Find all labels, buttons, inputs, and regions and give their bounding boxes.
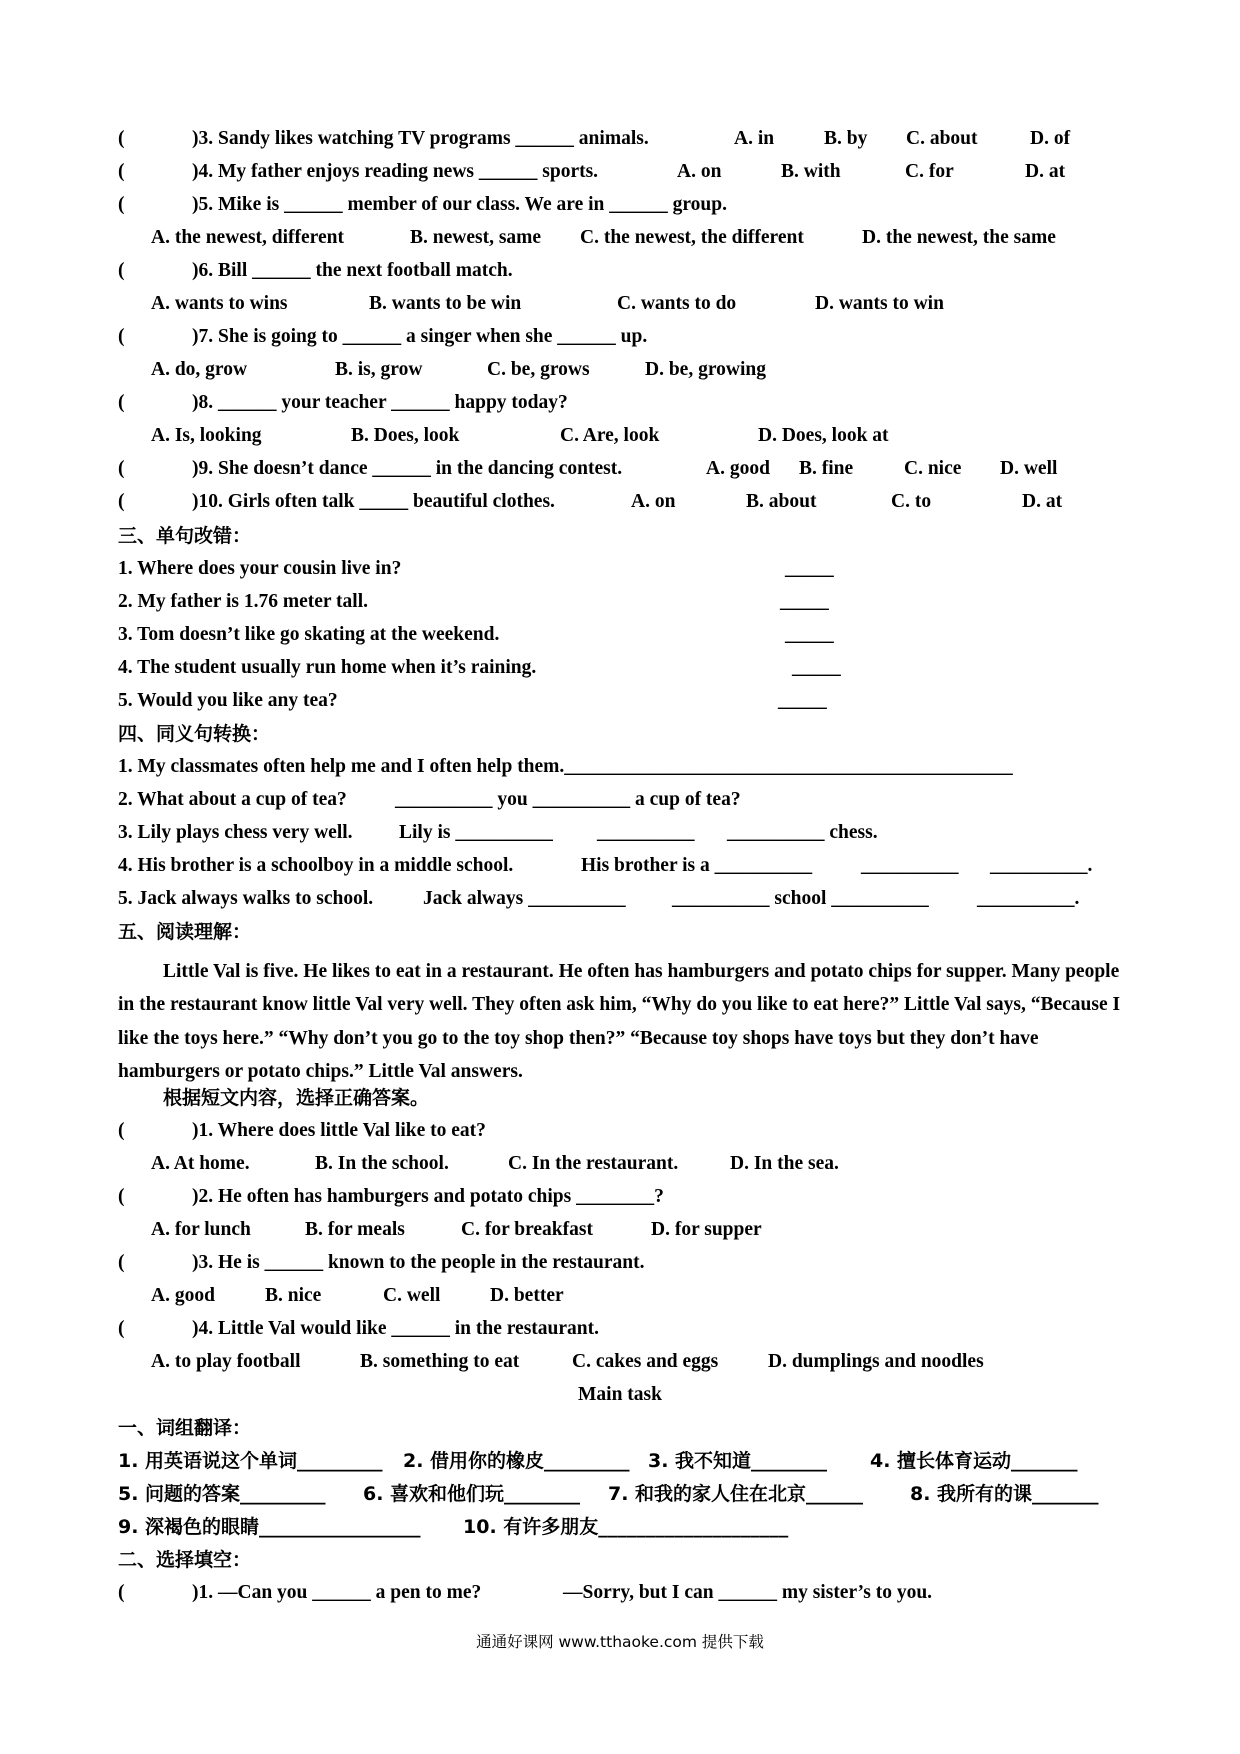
option-d: D. be, growing — [645, 359, 766, 380]
option-c: C. well — [383, 1285, 441, 1306]
option-a: A. on — [631, 491, 676, 512]
question-5-options — [0, 223, 1240, 253]
option-d: D. at — [1025, 161, 1066, 182]
section-heading: 一、词组翻译： — [118, 1417, 252, 1439]
option-b: B. wants to be win — [369, 293, 522, 314]
option-b: B. something to eat — [360, 1351, 520, 1372]
option-d: D. for supper — [651, 1219, 762, 1240]
answer-paren: ( — [118, 260, 125, 281]
option-b: B. nice — [265, 1285, 322, 1306]
option-c: C. cakes and eggs — [572, 1351, 719, 1372]
translation-row-1 — [0, 1446, 1240, 1476]
error-item-2 — [0, 587, 1240, 617]
answer-blank: _____ — [785, 624, 834, 645]
question-8 — [0, 388, 1240, 418]
question-6 — [0, 256, 1240, 286]
question-stem: )5. Mike is ______ member of our class. We are in ______ group. — [192, 194, 727, 215]
translation-item: 7. 和我的家人住在北京______ — [608, 1483, 864, 1505]
answer-paren: ( — [118, 1318, 125, 1339]
translation-item: 4. 擅长体育运动_______ — [870, 1450, 1078, 1472]
error-item-3 — [0, 620, 1240, 650]
option-c: C. for breakfast — [461, 1219, 593, 1240]
reading-question-1 — [0, 1116, 1240, 1146]
reading-question-1-options — [0, 1149, 1240, 1179]
answer-paren: ( — [118, 392, 125, 413]
answer-blank: _____ — [780, 591, 829, 612]
sentence: 2. What about a cup of tea? — [118, 789, 347, 810]
option-c: C. for — [905, 161, 954, 182]
option-a: A. do, grow — [151, 359, 248, 380]
reading-question-4-options — [0, 1347, 1240, 1377]
rewrite-item-2 — [0, 785, 1240, 815]
page-footer: 通通好课网 www.tthaoke.com 提供下载 — [476, 1633, 764, 1651]
answer-blank: _____ — [785, 558, 834, 579]
error-item-4 — [0, 653, 1240, 683]
sentence: 2. My father is 1.76 meter tall. — [118, 591, 369, 612]
question-stem: )7. She is going to ______ a singer when she ______ up. — [192, 326, 648, 347]
main-task-section-2-heading — [0, 1545, 1240, 1575]
reading-question-3 — [0, 1248, 1240, 1278]
question-stem: )1. —Can you ______ a pen to me? — [192, 1582, 482, 1603]
option-c: C. Are, look — [560, 425, 660, 446]
rewrite-blank: __________ chess. — [727, 822, 878, 843]
answer-paren: ( — [118, 458, 125, 479]
question-stem: )3. Sandy likes watching TV programs ______ animals. — [192, 128, 649, 149]
section-5-heading — [0, 917, 1240, 947]
option-b: B. by — [824, 128, 868, 149]
answer-paren: ( — [118, 1120, 125, 1141]
translation-item: 3. 我不知道________ — [648, 1450, 828, 1472]
option-a: A. in — [734, 128, 775, 149]
reading-question-2-options — [0, 1215, 1240, 1245]
question-stem: )6. Bill ______ the next football match. — [192, 260, 513, 281]
translation-item: 1. 用英语说这个单词_________ — [118, 1450, 383, 1472]
option-d: D. at — [1022, 491, 1063, 512]
sentence: 5. Jack always walks to school. — [118, 888, 374, 909]
option-a: A. for lunch — [151, 1219, 251, 1240]
main-task-title: Main task — [578, 1384, 662, 1405]
question-stem: )1. Where does little Val like to eat? — [192, 1120, 486, 1141]
sentence: 5. Would you like any tea? — [118, 690, 338, 711]
rewrite-item-3 — [0, 818, 1240, 848]
question-stem: )4. Little Val would like ______ in the restaurant. — [192, 1318, 599, 1339]
option-b: B. for meals — [305, 1219, 405, 1240]
rewrite-blank: __________ — [597, 822, 695, 843]
option-d: D. better — [490, 1285, 564, 1306]
question-stem: )8. ______ your teacher ______ happy today? — [192, 392, 568, 413]
main-task-question-1 — [0, 1578, 1240, 1608]
question-7-options — [0, 355, 1240, 385]
answer-paren: ( — [118, 491, 125, 512]
option-b: B. newest, same — [410, 227, 542, 248]
answer-blank: _____ — [792, 657, 841, 678]
option-d: D. Does, look at — [758, 425, 889, 446]
translation-item: 2. 借用你的橡皮_________ — [403, 1450, 630, 1472]
question-5 — [0, 190, 1240, 220]
answer-paren: ( — [118, 161, 125, 182]
sentence: 1. My classmates often help me and I often help them.______________________________________________ — [118, 756, 1013, 777]
reading-instruction — [0, 1083, 1240, 1113]
option-a: A. on — [677, 161, 722, 182]
answer-paren: ( — [118, 194, 125, 215]
option-d: D. dumplings and noodles — [768, 1351, 984, 1372]
section-heading: 四、同义句转换： — [118, 723, 271, 745]
error-item-1 — [0, 554, 1240, 584]
translation-row-3 — [0, 1512, 1240, 1542]
option-a: A. the newest, different — [151, 227, 344, 248]
sentence: 4. His brother is a schoolboy in a middle school. — [118, 855, 514, 876]
reading-question-4 — [0, 1314, 1240, 1344]
section-heading: 三、单句改错： — [118, 525, 252, 547]
answer-blank: _____ — [778, 690, 827, 711]
section-3-heading — [0, 521, 1240, 551]
reading-passage: Little Val is five. He likes to eat in a restaurant. He often has hamburgers and potato chips for supper. Many people in the restaurant know little Val very well. They often ask him, “Why do you like to eat here?” Little Val says, “Because I like the toys here.” “Why don’t you go to the toy shop then?” “Because toy shops have toys but they don’t have hamburgers or potato chips.” Little Val answers. — [118, 961, 1121, 1082]
answer-paren: ( — [118, 326, 125, 347]
option-a: A. good — [151, 1285, 215, 1306]
translation-item: 10. 有许多朋友____________________ — [463, 1516, 789, 1538]
option-b: B. is, grow — [335, 359, 423, 380]
rewrite-blank: __________. — [990, 855, 1093, 876]
answer-paren: ( — [118, 1252, 125, 1273]
rewrite-blank: __________. — [977, 888, 1080, 909]
question-8-options — [0, 421, 1240, 451]
sentence: 3. Lily plays chess very well. — [118, 822, 353, 843]
option-b: B. fine — [799, 458, 854, 479]
option-d: D. In the sea. — [730, 1153, 839, 1174]
error-item-5 — [0, 686, 1240, 716]
question-stem: )3. He is ______ known to the people in the restaurant. — [192, 1252, 645, 1273]
question-4 — [0, 157, 1240, 187]
option-d: D. of — [1030, 128, 1071, 149]
answer-paren: ( — [118, 1186, 125, 1207]
translation-item: 5. 问题的答案_________ — [118, 1483, 326, 1505]
rewrite-item-5 — [0, 884, 1240, 914]
reading-question-3-options — [0, 1281, 1240, 1311]
question-rest: —Sorry, but I can ______ my sister’s to you. — [563, 1582, 933, 1603]
option-b: B. In the school. — [315, 1153, 449, 1174]
rewrite-blank: His brother is a __________ — [581, 855, 813, 876]
answer-paren: ( — [118, 128, 125, 149]
question-stem: )2. He often has hamburgers and potato chips ________? — [192, 1186, 664, 1207]
rewrite-item-4 — [0, 851, 1240, 881]
question-6-options — [0, 289, 1240, 319]
translation-row-2 — [0, 1479, 1240, 1509]
rewrite-blank: __________ — [861, 855, 959, 876]
question-stem: )4. My father enjoys reading news ______ sports. — [192, 161, 599, 182]
option-d: D. the newest, the same — [862, 227, 1056, 248]
sentence: 4. The student usually run home when it’s raining. — [118, 657, 537, 678]
option-a: A. Is, looking — [151, 425, 262, 446]
sentence: 1. Where does your cousin live in? — [118, 558, 402, 579]
rewrite-blank: Jack always __________ — [423, 888, 626, 909]
option-c: C. wants to do — [617, 293, 737, 314]
option-b: B. about — [746, 491, 817, 512]
question-7 — [0, 322, 1240, 352]
question-9 — [0, 454, 1240, 484]
option-a: A. wants to wins — [151, 293, 288, 314]
rewrite-blank: __________ you __________ a cup of tea? — [395, 789, 741, 810]
option-b: B. Does, look — [351, 425, 460, 446]
rewrite-item-1 — [0, 752, 1240, 782]
question-10 — [0, 487, 1240, 517]
answer-paren: ( — [118, 1582, 125, 1603]
option-b: B. with — [781, 161, 841, 182]
main-task-section-1-heading — [0, 1413, 1240, 1443]
option-c: C. be, grows — [487, 359, 590, 380]
translation-item: 9. 深褐色的眼睛_________________ — [118, 1516, 421, 1538]
option-a: A. At home. — [151, 1153, 250, 1174]
option-c: C. nice — [904, 458, 962, 479]
section-4-heading — [0, 719, 1240, 749]
option-c: C. to — [891, 491, 932, 512]
option-c: C. about — [906, 128, 978, 149]
option-d: D. wants to win — [815, 293, 944, 314]
question-stem: )9. She doesn’t dance ______ in the dancing contest. — [192, 458, 623, 479]
section-heading: 二、选择填空： — [118, 1549, 252, 1571]
option-a: A. to play football — [151, 1351, 301, 1372]
translation-item: 6. 喜欢和他们玩________ — [363, 1483, 581, 1505]
translation-item: 8. 我所有的课_______ — [910, 1483, 1099, 1505]
option-d: D. well — [1000, 458, 1058, 479]
option-c: C. the newest, the different — [580, 227, 804, 248]
rewrite-blank: Lily is __________ — [399, 822, 553, 843]
question-stem: )10. Girls often talk _____ beautiful clothes. — [192, 491, 555, 512]
option-a: A. good — [706, 458, 770, 479]
instruction-text: 根据短文内容，选择正确答案。 — [163, 1087, 430, 1109]
reading-question-2 — [0, 1182, 1240, 1212]
sentence: 3. Tom doesn’t like go skating at the weekend. — [118, 624, 500, 645]
section-heading: 五、阅读理解： — [118, 921, 252, 943]
rewrite-blank: __________ school __________ — [672, 888, 929, 909]
option-c: C. In the restaurant. — [508, 1153, 679, 1174]
question-3 — [0, 124, 1240, 154]
